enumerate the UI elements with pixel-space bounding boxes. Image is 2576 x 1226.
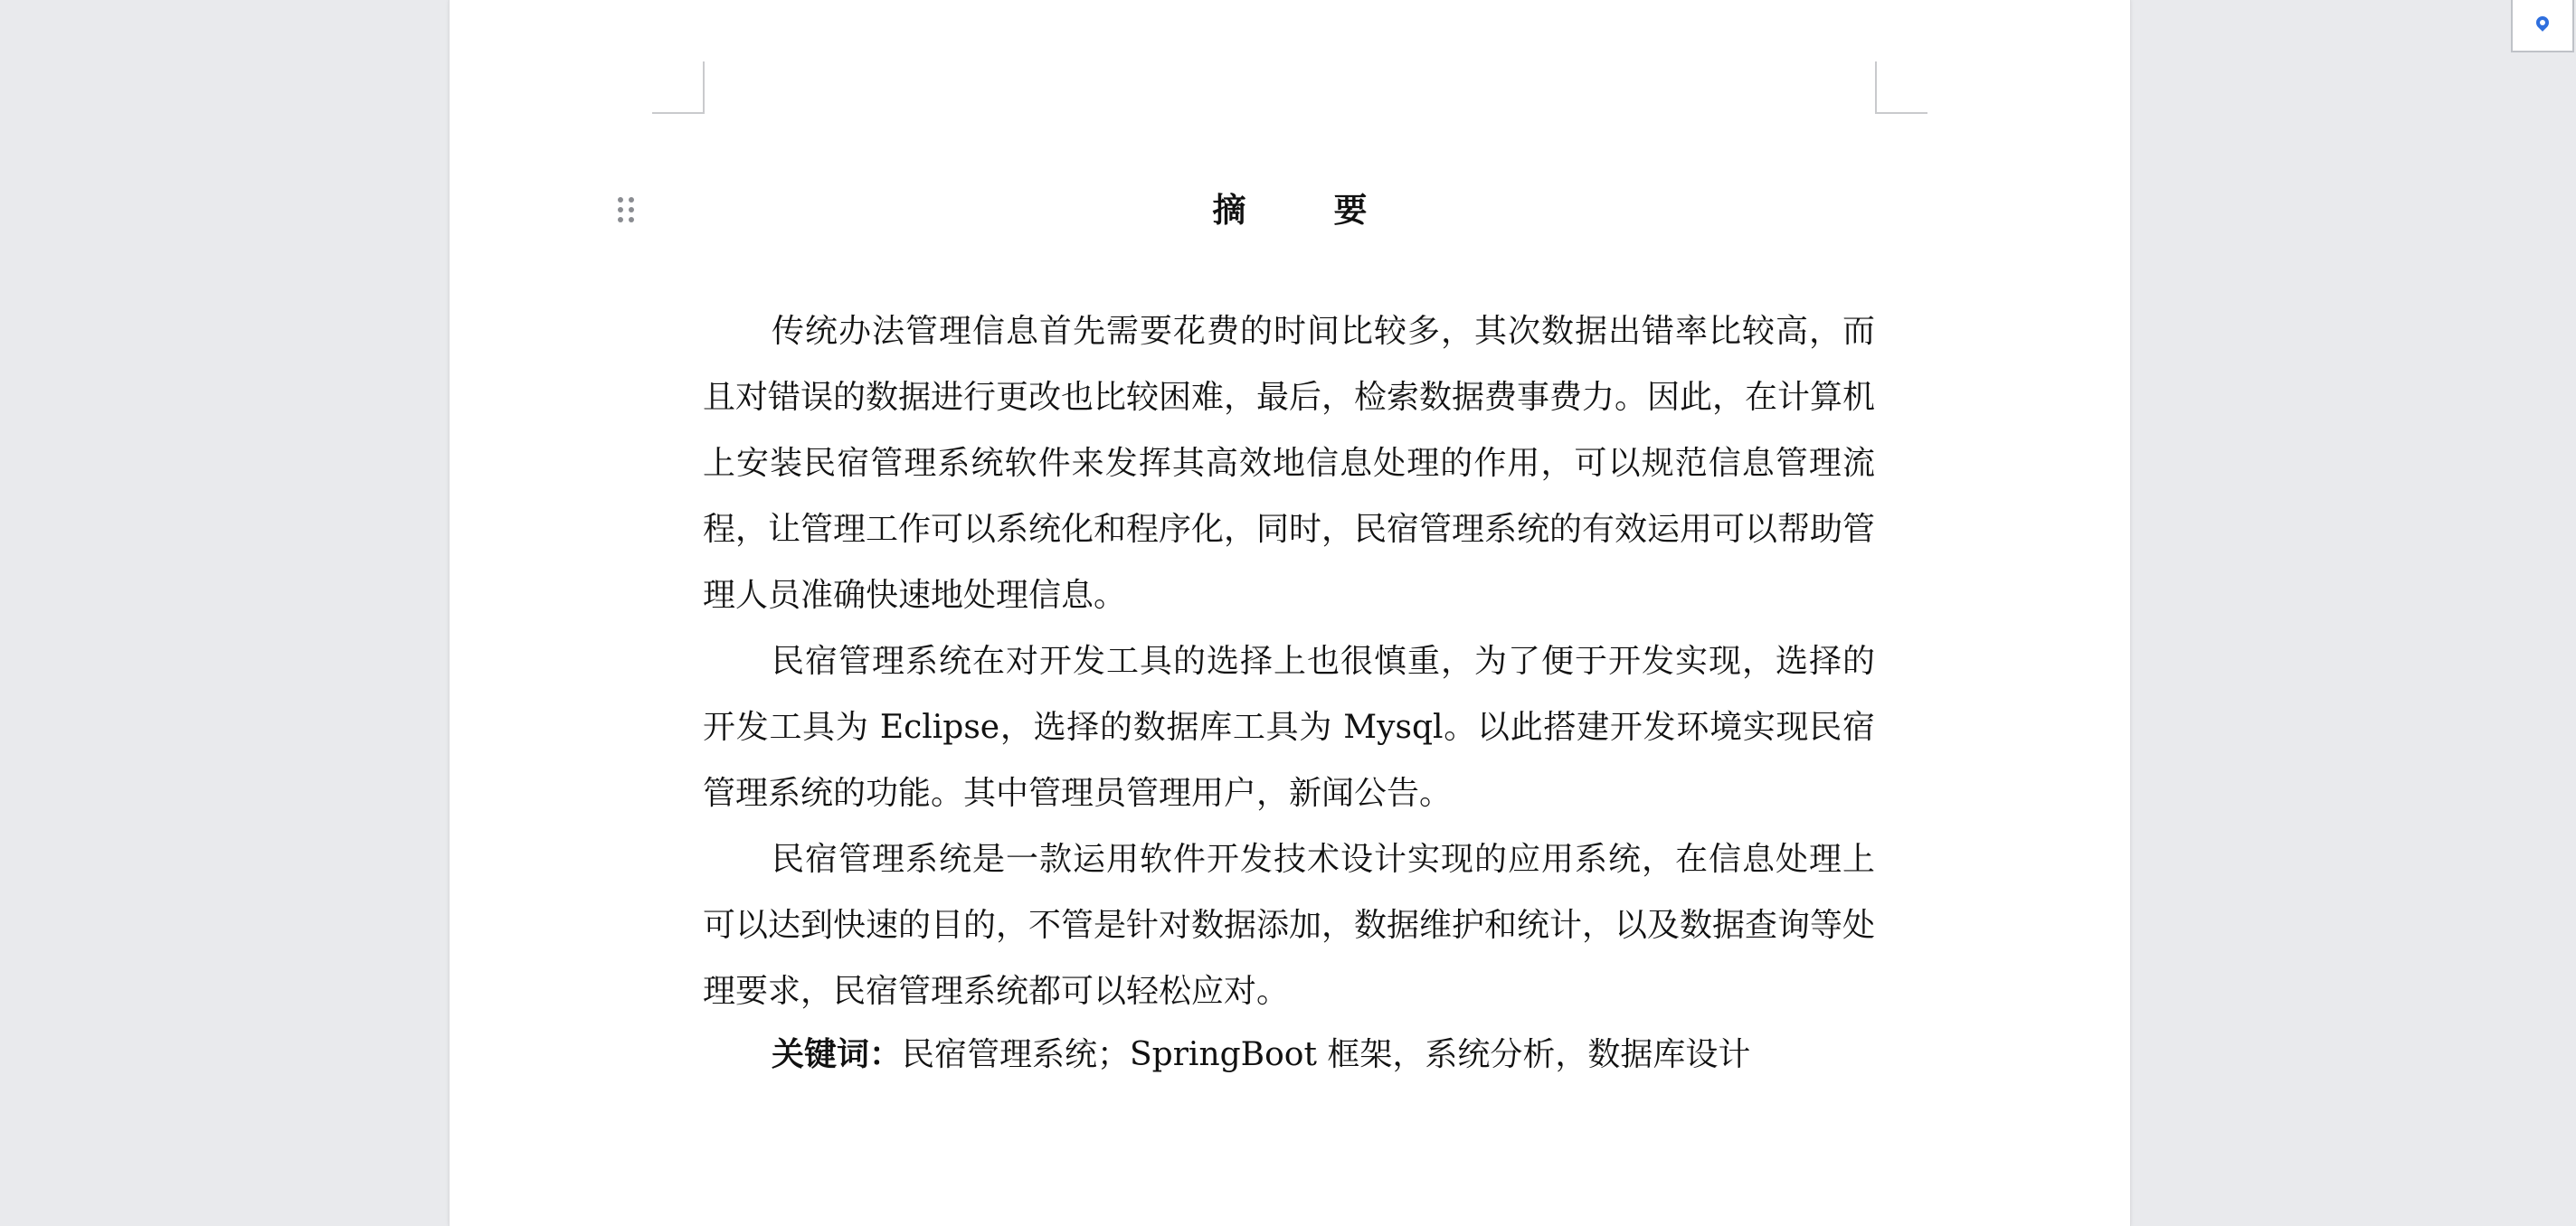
abstract-paragraph-1: 传统办法管理信息首先需要花费的时间比较多，其次数据出错率比较高，而且对错误的数据进行更改也比较困难，最后，检索数据费事费力。因此，在计算机上安装民宿管理系统软件来发挥其高效地信息处理的作用，可以规范信息管理流程，让管理工作可以系统化和程序化，同时，民宿管理系统的有效运用可以帮助管理人员准确快速地处理信息。 [703, 313, 1876, 614]
keywords-line [703, 1024, 1875, 1085]
keywords-text: 民宿管理系统；SpringBoot 框架，系统分析，数据库设计 [902, 1036, 1751, 1073]
crop-mark-top-right [1875, 61, 1927, 114]
abstract-paragraph-3: 民宿管理系统是一款运用软件开发技术设计实现的应用系统，在信息处理上可以达到快速的目的，不管是针对数据添加，数据维护和统计，以及数据查询等处理要求，民宿管理系统都可以轻松应对。 [703, 841, 1876, 1010]
crop-mark-top-left [652, 61, 705, 114]
location-marker-tab[interactable] [2511, 0, 2574, 52]
abstract-title: 摘 要 [1212, 190, 1395, 230]
abstract-paragraph-2: 民宿管理系统在对开发工具的选择上也很慎重，为了便于开发实现，选择的开发工具为 Eclipse，选择的数据库工具为 Mysql。以此搭建开发环境实现民宿管理系统的功能。其中管理员管理用户，新闻公告。 [703, 643, 1875, 812]
keywords-label: 关键词： [772, 1035, 903, 1073]
location-pin-icon [2533, 14, 2552, 32]
abstract-body[interactable] [703, 298, 1875, 1085]
document-page [449, 0, 2131, 1226]
block-drag-handle-icon[interactable] [618, 197, 636, 222]
